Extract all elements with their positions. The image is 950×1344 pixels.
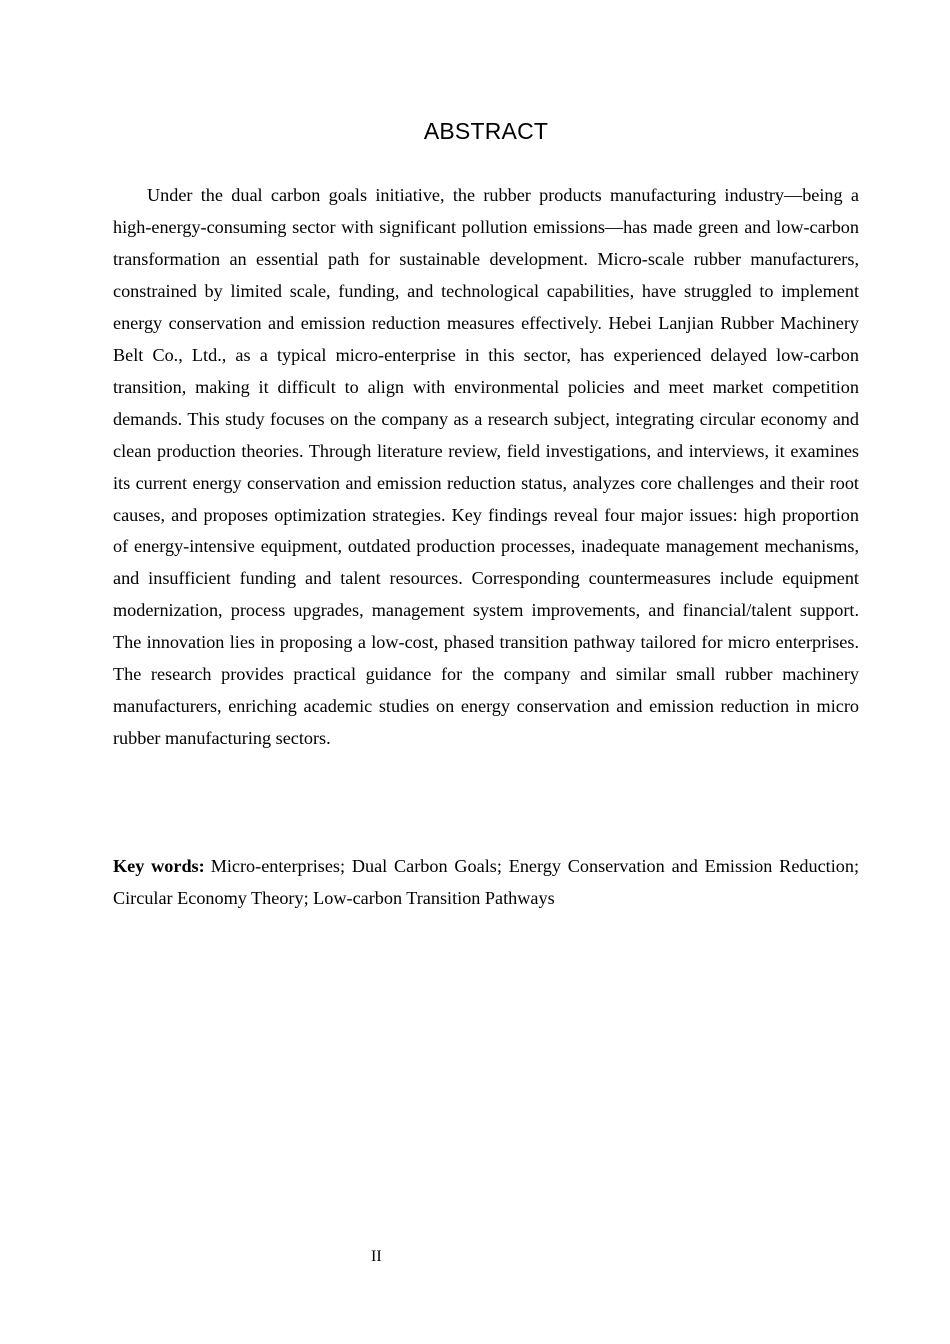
keywords-paragraph xyxy=(113,851,859,915)
abstract-body: Under the dual carbon goals initiative, the rubber products manufacturing industry—being a high-energy-consuming sector with significant pollution emissions—has made green and low-carbon transformation an essential path for sustainable development. Micro-scale rubber manufacturers, constrained by limited scale, funding, and technological capabilities, have struggled to implement energy conservation and emission reduction measures effectively. Hebei Lanjian Rubber Machinery Belt Co., Ltd., as a typical micro-enterprise in this sector, has experienced delayed low-carbon transition, making it difficult to align with environmental policies and meet market competition demands. This study focuses on the company as a research subject, integrating circular economy and clean production theories. Through literature review, field investigations, and interviews, it examines its current energy conservation and emission reduction status, analyzes core challenges and their root causes, and proposes optimization strategies. Key findings reveal four major issues: high proportion of energy-intensive equipment, outdated production processes, inadequate management mechanisms, and insufficient funding and talent resources. Corresponding countermeasures include equipment modernization, process upgrades, management system improvements, and financial/talent support. The innovation lies in proposing a low-cost, phased transition pathway tailored for micro enterprises. The research provides practical guidance for the company and similar small rubber machinery manufacturers, enriching academic studies on energy conservation and emission reduction in micro rubber manufacturing sectors. xyxy=(113,185,859,749)
page-number: II xyxy=(371,1248,382,1265)
keywords-label: Key words: xyxy=(113,856,205,876)
keywords-list: Micro-enterprises; Dual Carbon Goals; Energy Conservation and Emission Reduction; Circular Economy Theory; Low-carbon Transition Pathways xyxy=(113,856,859,908)
abstract-title: ABSTRACT xyxy=(423,118,549,144)
